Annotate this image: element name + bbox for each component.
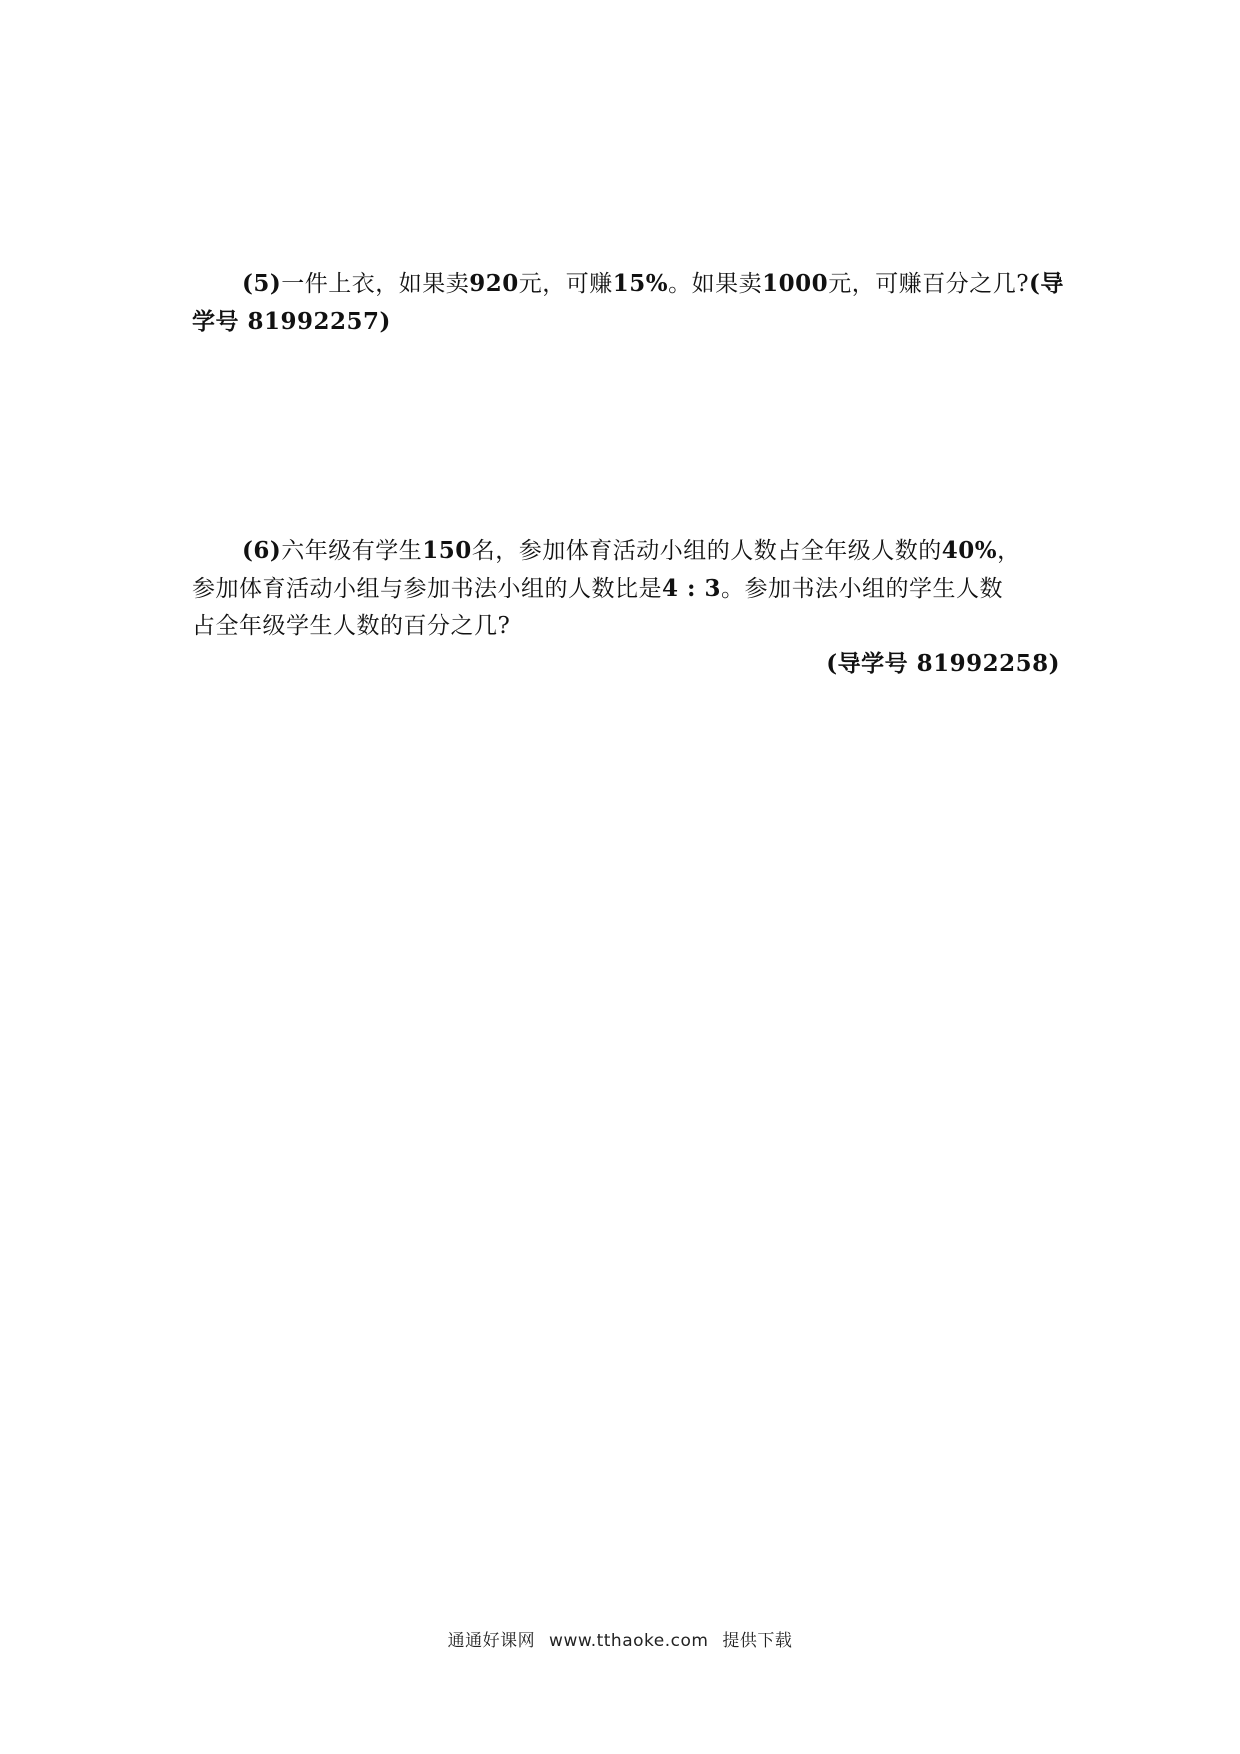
problem-5-ref-open: (导: [1029, 270, 1064, 297]
problem-5-profit-rate: 15%: [612, 270, 669, 297]
problem-6-line-3: 占全年级学生人数的百分之几?: [192, 613, 511, 639]
problem-5-text-4: 元，可赚百分之几?: [828, 271, 1030, 297]
footer-site-name: 通通好课网: [447, 1631, 536, 1651]
problem-6-text-2: 名，参加体育活动小组的人数占全年级人数的: [471, 538, 942, 564]
problem-5-ref: 学号 81992257): [192, 308, 391, 335]
problem-6-text-3: ，: [997, 538, 1021, 564]
problem-5-price-1: 920: [469, 270, 519, 297]
problem-5-line-1: [192, 265, 1064, 303]
problem-6-text-4: 参加体育活动小组与参加书法小组的人数比是: [192, 576, 662, 602]
problem-6-text-5: 。参加书法小组的学生人数: [721, 576, 1004, 602]
problem-6-percent: 40%: [941, 537, 998, 564]
footer-suffix: 提供下载: [722, 1631, 793, 1651]
problem-5-price-2: 1000: [762, 270, 829, 297]
problem-6-line-1: [192, 532, 1060, 570]
problem-6-line-2: [192, 570, 1060, 608]
problem-6-students: 150: [422, 537, 472, 564]
problem-6-ref: (导学号 81992258): [826, 650, 1060, 677]
problem-5: [192, 265, 1064, 340]
problem-5-number: (5): [242, 270, 282, 297]
problem-6: [192, 532, 1060, 682]
problem-5-text-1: 一件上衣，如果卖: [281, 271, 470, 297]
footer-url: www.tthaoke.com: [549, 1631, 709, 1651]
problem-6-number: (6): [242, 537, 282, 564]
page-footer: [0, 1626, 1240, 1651]
problem-6-ratio: 4 : 3: [662, 575, 722, 602]
problem-5-text-2: 元，可赚: [518, 271, 613, 297]
problem-5-text-3: 。如果卖: [668, 271, 763, 297]
problem-6-text-1: 六年级有学生: [281, 538, 423, 564]
